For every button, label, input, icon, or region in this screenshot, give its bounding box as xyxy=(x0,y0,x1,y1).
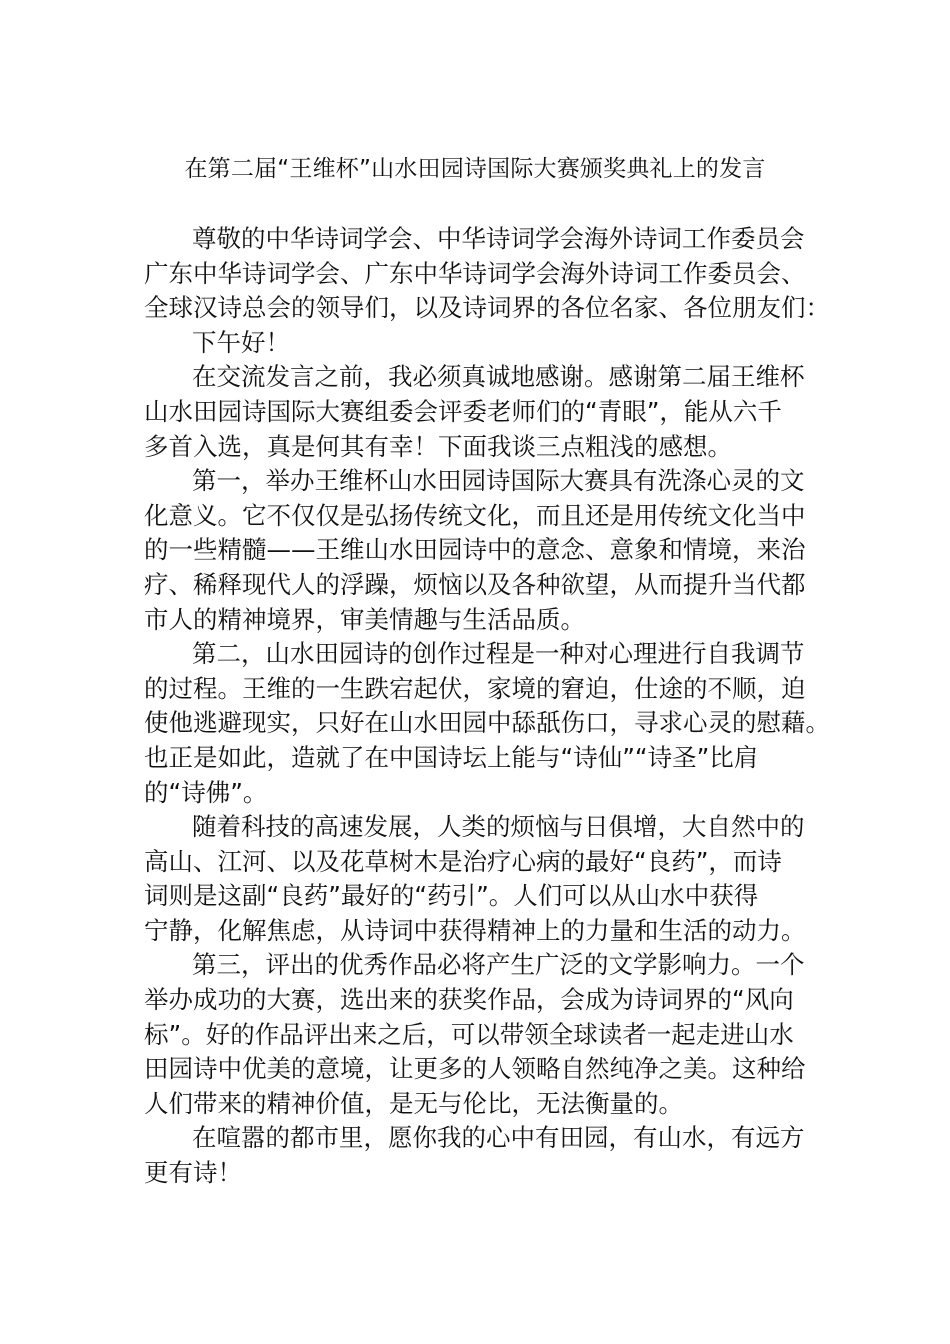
speech-line: 人们带来的精神价值，是无与伦比，无法衡量的。 xyxy=(144,1088,683,1118)
speech-line: 随着科技的高速发展，人类的烦恼与日俱增，大自然中的 xyxy=(192,812,805,842)
speech-line: 市人的精神境界，审美情趣与生活品质。 xyxy=(144,604,585,634)
speech-line: 第三，评出的优秀作品必将产生广泛的文学影响力。一个 xyxy=(192,950,805,980)
speech-line: 尊敬的中华诗词学会、中华诗词学会海外诗词工作委员会 xyxy=(192,224,805,253)
speech-line: 化意义。它不仅仅是弘扬传统文化，而且还是用传统文化当中 xyxy=(144,500,806,530)
speech-line: 第二，山水田园诗的创作过程是一种对心理进行自我调节 xyxy=(192,639,805,669)
speech-line: 在交流发言之前，我必须真诚地感谢。感谢第二届王维杯 xyxy=(192,362,805,392)
speech-line: 下午好！ xyxy=(192,327,290,357)
speech-line: 广东中华诗词学会、广东中华诗词学会海外诗词工作委员会、 xyxy=(144,258,806,288)
speech-line: 第一，举办王维杯山水田园诗国际大赛具有洗涤心灵的文 xyxy=(192,466,805,496)
speech-line: 宁静，化解焦虑，从诗词中获得精神上的力量和生活的动力。 xyxy=(144,915,806,945)
document-title: 在第二届“王维杯”山水田园诗国际大赛颁奖典礼上的发言 xyxy=(184,156,766,182)
speech-line: 标”。好的作品评出来之后，可以带领全球读者一起走进山水 xyxy=(144,1019,794,1049)
speech-line: 更有诗！ xyxy=(144,1158,242,1188)
speech-line: 的“诗佛”。 xyxy=(144,777,268,807)
speech-line: 多首入选，真是何其有幸！下面我谈三点粗浅的感想。 xyxy=(144,431,732,461)
speech-line: 使他逃避现实，只好在山水田园中舔舐伤口，寻求心灵的慰藉。 xyxy=(144,708,830,738)
speech-line: 的过程。王维的一生跌宕起伏，家境的窘迫，仕途的不顺，迫 xyxy=(144,673,806,703)
speech-line: 全球汉诗总会的领导们，以及诗词界的各位名家、各位朋友们： xyxy=(144,293,830,323)
speech-line: 高山、江河、以及花草树木是治疗心病的最好“良药”，而诗 xyxy=(144,846,782,876)
speech-line: 举办成功的大赛，选出来的获奖作品，会成为诗词界的“风向 xyxy=(144,985,794,1015)
speech-line: 山水田园诗国际大赛组委会评委老师们的“青眼”，能从六千 xyxy=(144,396,782,426)
speech-body xyxy=(144,222,830,1191)
speech-line: 疗、稀释现代人的浮躁，烦恼以及各种欲望，从而提升当代都 xyxy=(144,569,806,599)
speech-line: 在喧嚣的都市里，愿你我的心中有田园，有山水，有远方 xyxy=(192,1123,805,1153)
speech-line: 田园诗中优美的意境，让更多的人领略自然纯净之美。这种给 xyxy=(144,1054,806,1084)
speech-line: 的一些精髓——王维山水田园诗中的意念、意象和情境，来治 xyxy=(144,535,806,565)
speech-line: 词则是这副“良药”最好的“药引”。人们可以从山水中获得 xyxy=(144,881,759,911)
speech-line: 也正是如此，造就了在中国诗坛上能与“诗仙”“诗圣”比肩 xyxy=(144,742,759,772)
